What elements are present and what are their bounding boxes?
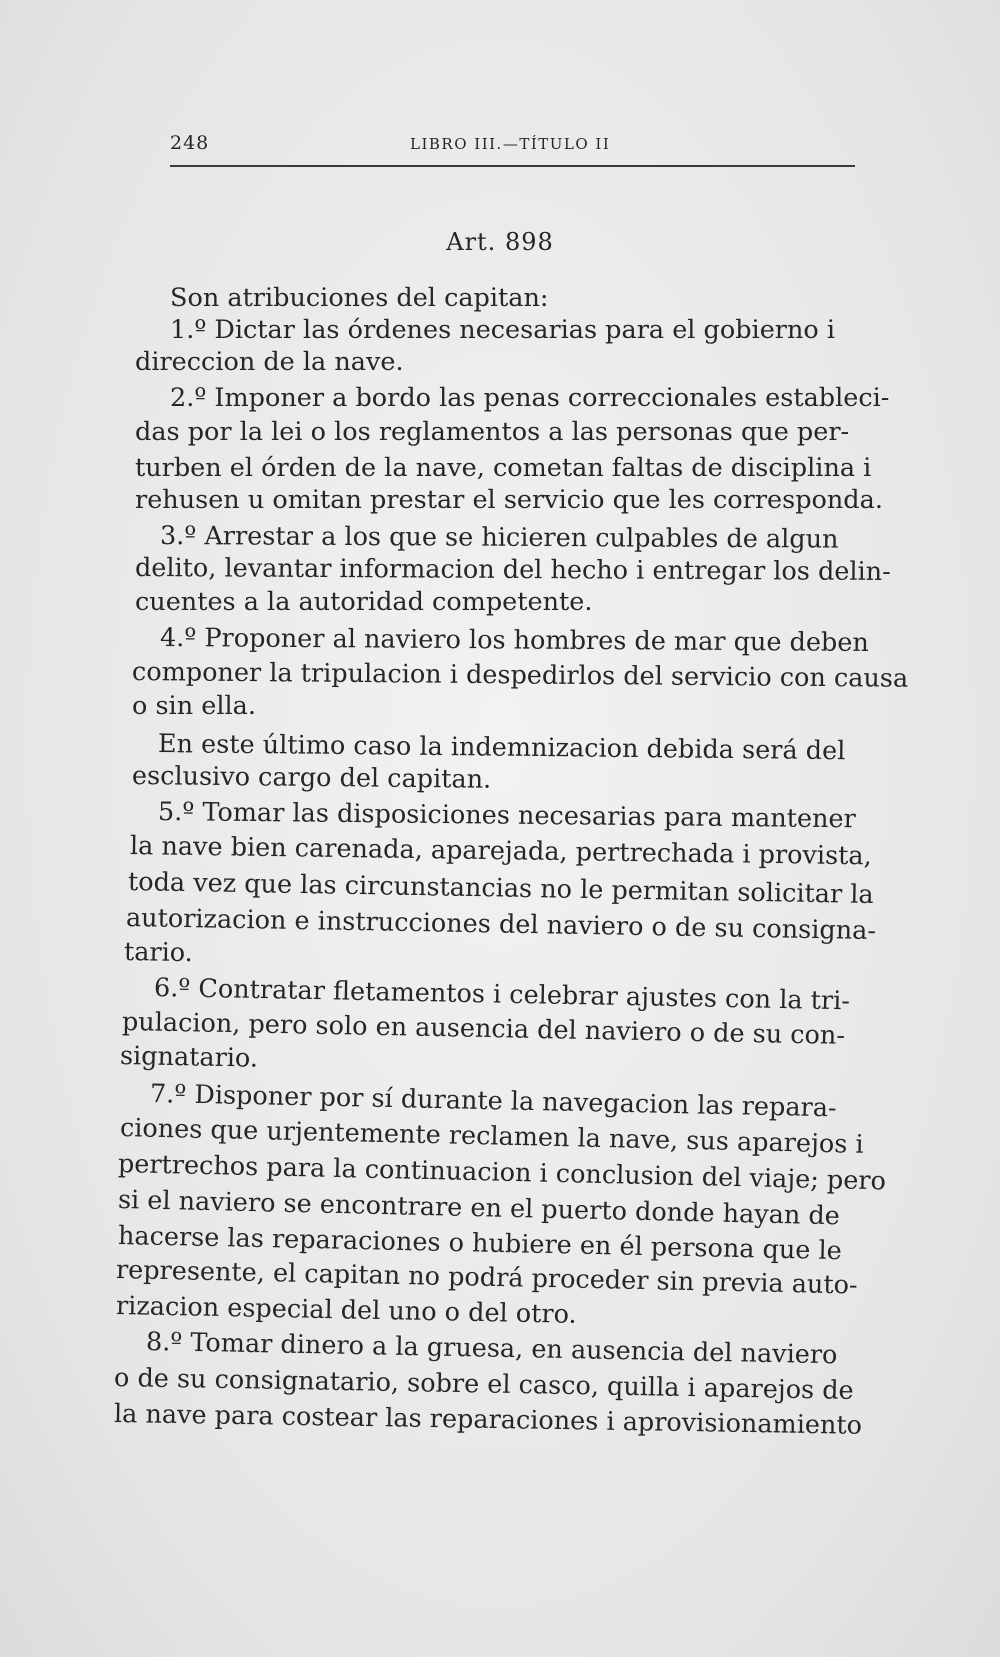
body-text-line: rizacion especial del uno o del otro. — [115, 1291, 577, 1330]
body-text-line: signatario. — [119, 1041, 259, 1074]
body-text-line: si el naviero se encontrare en el puerto donde hayan de — [117, 1185, 841, 1232]
body-text-line: rehusen u omitan prestar el servicio que les corresponda. — [135, 485, 883, 515]
page-number: 248 — [170, 132, 210, 154]
body-text-line: 1.º Dictar las órdenes necesarias para el gobierno i — [170, 315, 836, 345]
body-text-line: 3.º Arrestar a los que se hicieren culpables de algun — [159, 521, 839, 555]
body-text-line: 4.º Proponer al naviero los hombres de mar que deben — [159, 623, 869, 658]
body-text-line: la nave bien carenada, aparejada, pertrechada i provista, — [129, 831, 872, 872]
body-text-line: o sin ella. — [132, 691, 256, 721]
body-text-line: 8.º Tomar dinero a la gruesa, en ausencia del naviero — [145, 1327, 838, 1371]
body-text-line: 5.º Tomar las disposiciones necesarias para mantener — [157, 797, 856, 835]
body-text-line: autorizacion e instrucciones del naviero o de su consigna- — [125, 903, 877, 947]
body-text-line: En este último caso la indemnizacion debida será del — [157, 729, 846, 767]
article-heading: Art. 898 — [446, 228, 554, 256]
body-text-line: pulacion, pero solo en ausencia del naviero o de su con- — [121, 1007, 846, 1051]
body-text-line: esclusivo cargo del capitan. — [131, 761, 492, 795]
body-text-line: direccion de la nave. — [135, 347, 404, 377]
body-text-line: turben el órden de la nave, cometan faltas de disciplina i — [135, 453, 872, 483]
body-text-line: pertrechos para la continuacion i conclusion del viaje; pero — [117, 1149, 887, 1197]
body-text-line: toda vez que las circunstancias no le permitan solicitar la — [127, 867, 874, 911]
body-text-line: tario. — [123, 937, 194, 969]
body-text-line: componer la tripulacion i despedirlos del servicio con causa — [131, 657, 909, 694]
body-text-line: 7.º Disponer por sí durante la navegacion las repara- — [149, 1079, 837, 1124]
body-text-line: hacerse las reparaciones o hubiere en él persona que le — [117, 1221, 843, 1267]
body-text-line: delito, levantar informacion del hecho i entregar los delin- — [134, 553, 891, 587]
body-text-line: cuentes a la autoridad competente. — [135, 587, 593, 617]
body-text-line: das por la lei o los reglamentos a las personas que per- — [135, 417, 850, 447]
body-text-line: Son atribuciones del capitan: — [170, 283, 549, 313]
body-text-line: 6.º Contratar fletamentos i celebrar ajustes con la tri- — [153, 973, 851, 1017]
body-text-line: ciones que urjentemente reclamen la nave, sus aparejos i — [119, 1113, 864, 1160]
body-text-line: o de su consignatario, sobre el casco, quilla i aparejos de — [113, 1363, 854, 1406]
body-text-line: 2.º Imponer a bordo las penas correccionales estableci- — [170, 383, 890, 413]
running-head-title: LIBRO III.—TÍTULO II — [410, 135, 611, 153]
body-text-line: represente, el capitan no podrá proceder sin previa auto- — [115, 1255, 858, 1301]
body-text-line: la nave para costear las reparaciones i aprovisionamiento — [113, 1399, 863, 1441]
